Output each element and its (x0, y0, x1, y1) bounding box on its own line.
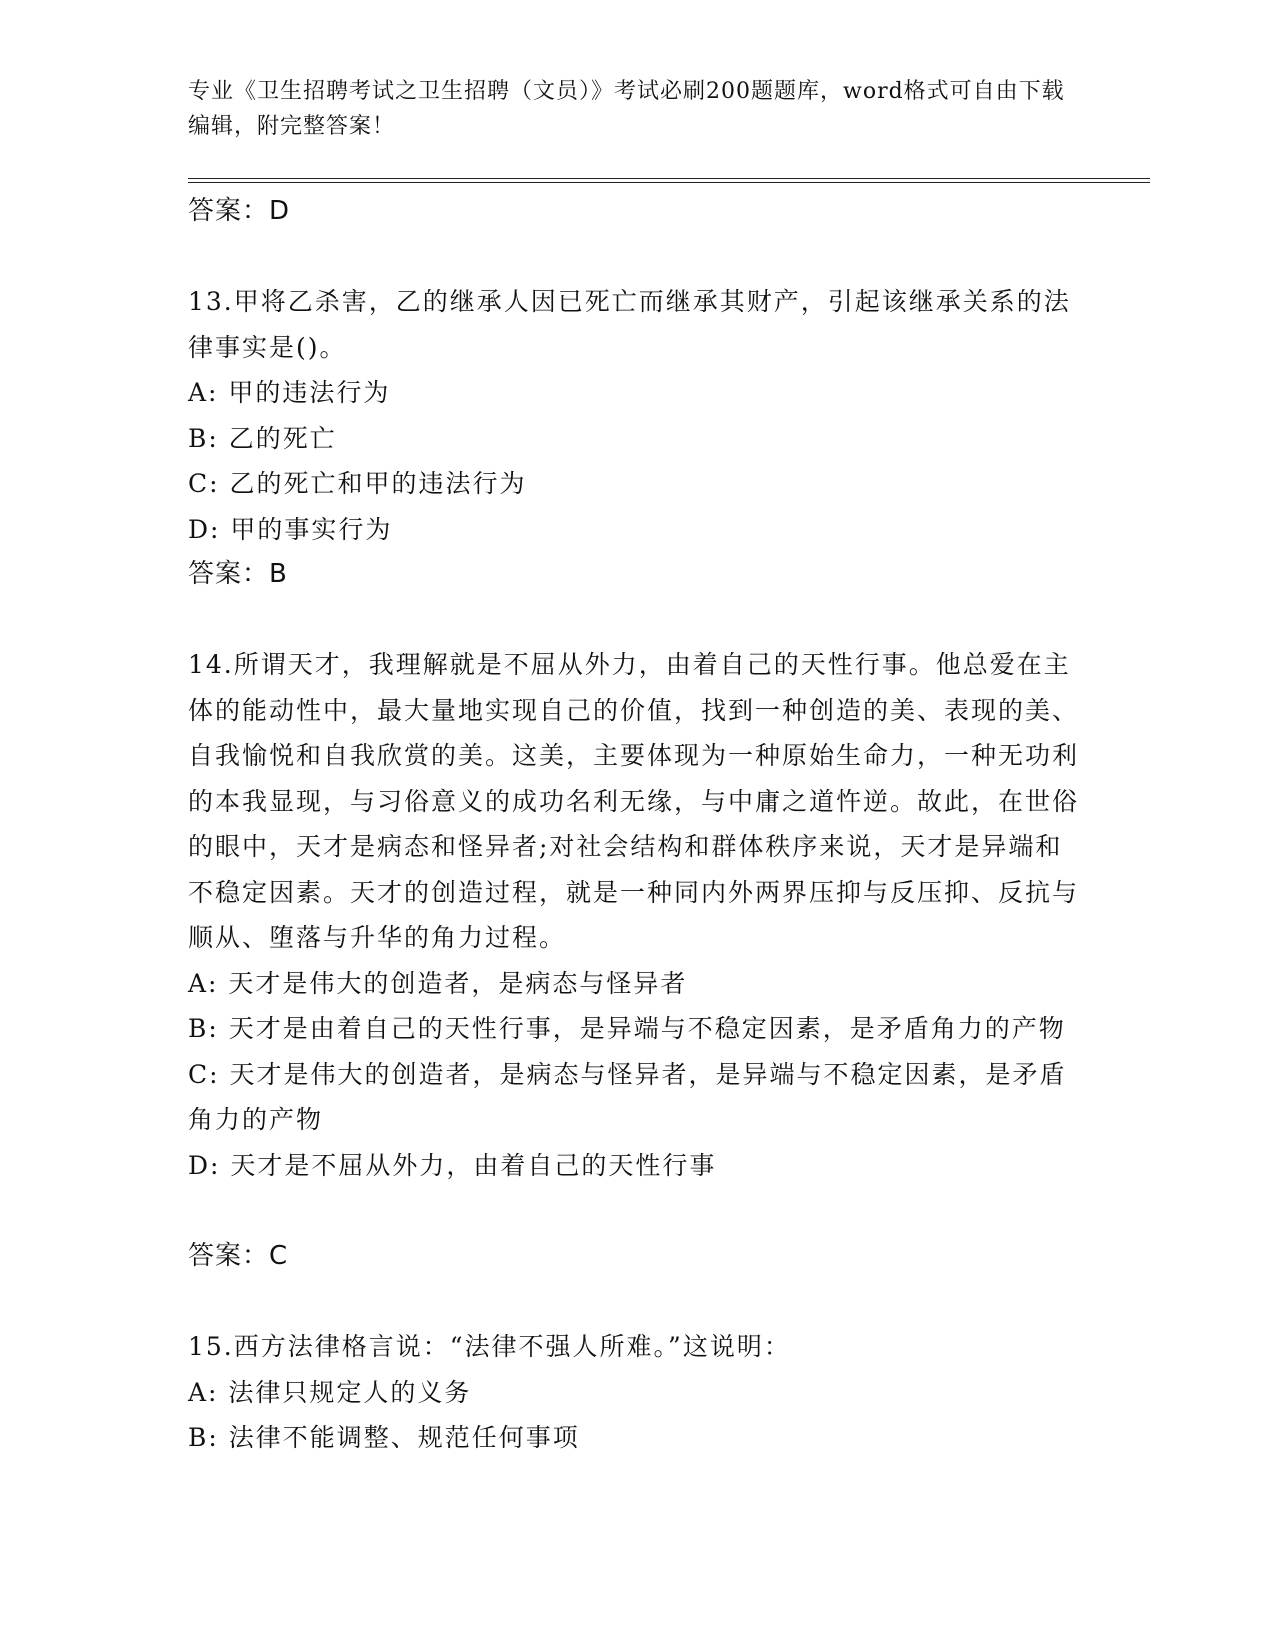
option-a: A: 法律只规定人的义务 (188, 1377, 472, 1407)
option-c: C: 天才是伟大的创造者，是病态与怪异者，是异端与不稳定因素，是矛盾角力的产物 (188, 1059, 1067, 1134)
option-b: B: 乙的死亡 (188, 423, 337, 453)
option-d: D: 甲的事实行为 (188, 514, 393, 544)
answer-14: 答案：C (188, 1241, 289, 1271)
question-stem: 14.所谓天才，我理解就是不屈从外力，由着自己的天性行事。他总爱在主体的能动性中，最大量地实现自己的价值，找到一种创造的美、表现的美、自我愉悦和自我欣赏的美。这美，主要体现为一种原始生命力，一种无功利的本我显现，与习俗意义的成功名利无缘，与中庸之道忤逆。故此，在世俗的眼中，天才是病态和怪异者;对社会结构和群体秩序来说，天才是异端和不稳定因素。天才的创造过程，就是一种同内外两界压抑与反压抑、反抗与顺从、堕落与升华的角力过程。 (188, 650, 1080, 952)
question-13 (188, 279, 1088, 552)
header-text: 专业《卫生招聘考试之卫生招聘（文员）》考试必刷200题题库，word格式可自由下载编辑，附完整答案！ (188, 79, 1065, 139)
option-b: B: 天才是由着自己的天性行事，是异端与不稳定因素，是矛盾角力的产物 (188, 1014, 1066, 1043)
document-header (188, 74, 1068, 144)
header-divider-line (188, 178, 1150, 179)
previous-answer: 答案：D (188, 196, 291, 226)
option-b: B: 法律不能调整、规范任何事项 (188, 1423, 580, 1452)
question-stem: 13.甲将乙杀害，乙的继承人因已死亡而继承其财产，引起该继承关系的法律事实是()。 (188, 287, 1071, 362)
option-d: D: 天才是不屈从外力，由着自己的天性行事 (188, 1150, 717, 1180)
header-divider-line-double (188, 182, 1150, 183)
answer-13: 答案：B (188, 559, 288, 589)
option-a: A: 天才是伟大的创造者，是病态与怪异者 (188, 968, 688, 998)
option-a: A: 甲的违法行为 (188, 378, 391, 407)
question-15 (188, 1324, 1088, 1461)
question-14 (188, 642, 1088, 1188)
question-stem: 15.西方法律格言说：“法律不强人所难。”这说明： (188, 1332, 791, 1361)
option-c: C: 乙的死亡和甲的违法行为 (188, 469, 527, 498)
